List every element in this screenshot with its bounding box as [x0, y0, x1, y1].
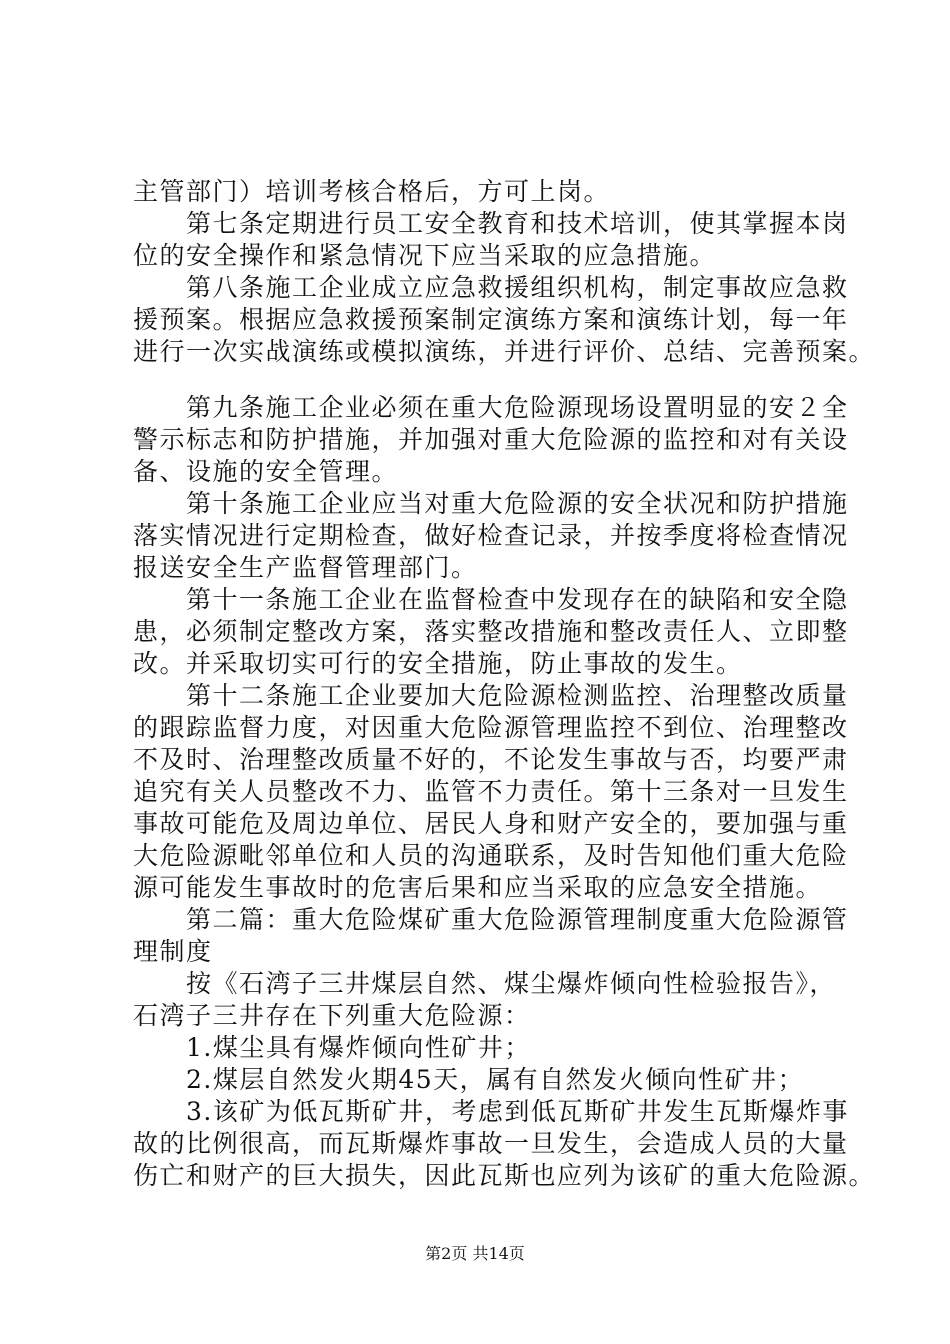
text-line: 警示标志和防护措施，并加强对重大危险源的监控和对有关设: [133, 425, 849, 454]
text-line: 报送安全生产监督管理部门。: [133, 553, 478, 582]
text-line: 伤亡和财产的巨大损失，因此瓦斯也应列为该矿的重大危险源。: [133, 1161, 876, 1190]
text-line: 石湾子三井存在下列重大危险源：: [133, 1001, 531, 1030]
text-line: 不及时、治理整改质量不好的，不论发生事故与否，均要严肃: [133, 745, 849, 774]
text-line: 按《石湾子三井煤层自然、煤尘爆炸倾向性检验报告》，: [133, 969, 837, 998]
text-line: 源可能发生事故时的危害后果和应当采取的应急安全措施。: [133, 873, 823, 902]
text-line: 3.该矿为低瓦斯矿井，考虑到低瓦斯矿井发生瓦斯爆炸事: [133, 1097, 849, 1126]
text-line: 第七条定期进行员工安全教育和技术培训，使其掌握本岗: [133, 209, 849, 238]
text-line: 备、设施的安全管理。: [133, 457, 399, 486]
text-line: 理制度: [133, 937, 213, 966]
text-line: 的跟踪监督力度，对因重大危险源管理监控不到位、治理整改: [133, 713, 849, 742]
text-line: 进行一次实战演练或模拟演练，并进行评价、总结、完善预案。: [133, 337, 876, 366]
text-line: 第十条施工企业应当对重大危险源的安全状况和防护措施: [133, 489, 849, 518]
text-line: 2.煤层自然发火期45天，属有自然发火倾向性矿井；: [133, 1065, 805, 1094]
text-line: 援预案。根据应急救援预案制定演练方案和演练计划，每一年: [133, 305, 849, 334]
text-line: 改。并采取切实可行的安全措施，防止事故的发生。: [133, 649, 743, 678]
text-line: 主管部门）培训考核合格后，方可上岗。: [133, 177, 611, 206]
text-line: 1.煤尘具有爆炸倾向性矿井；: [133, 1033, 531, 1062]
text-line: 大危险源毗邻单位和人员的沟通联系，及时告知他们重大危险: [133, 841, 849, 870]
page-number-footer: 第2页 共14页: [425, 1244, 525, 1263]
text-line: 第二篇：重大危险煤矿重大危险源管理制度重大危险源管: [133, 905, 849, 934]
text-line: 患，必须制定整改方案，落实整改措施和整改责任人、立即整: [133, 617, 849, 646]
text-line: 位的安全操作和紧急情况下应当采取的应急措施。: [133, 241, 717, 270]
text-line: 第十二条施工企业要加大危险源检测监控、治理整改质量: [133, 681, 849, 710]
text-line: 落实情况进行定期检查，做好检查记录，并按季度将检查情况: [133, 521, 849, 550]
text-line: 第八条施工企业成立应急救援组织机构，制定事故应急救: [133, 273, 849, 302]
text-line: 追究有关人员整改不力、监管不力责任。第十三条对一旦发生: [133, 777, 849, 806]
text-line: 第九条施工企业必须在重大危险源现场设置明显的安２全: [133, 393, 849, 422]
text-line: 故的比例很高，而瓦斯爆炸事故一旦发生，会造成人员的大量: [133, 1129, 849, 1158]
text-line: 事故可能危及周边单位、居民人身和财产安全的，要加强与重: [133, 809, 849, 838]
text-line: 第十一条施工企业在监督检查中发现存在的缺陷和安全隐: [133, 585, 849, 614]
